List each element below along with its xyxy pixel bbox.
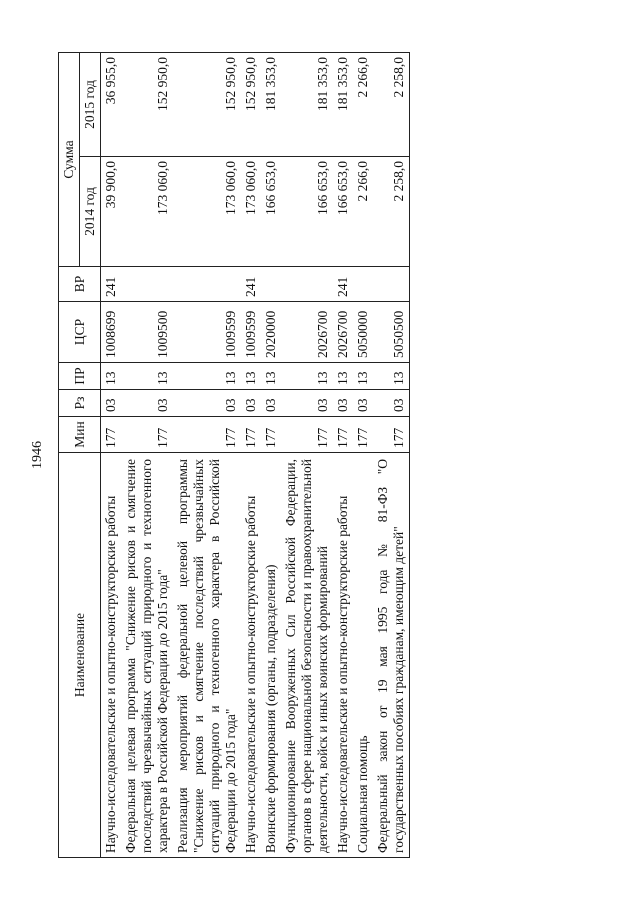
table-row — [241, 53, 261, 858]
row-pr-cell: 13 — [101, 363, 122, 390]
row-rz-cell: 03 — [121, 390, 173, 417]
row-rz-cell: 03 — [261, 390, 281, 417]
header-rz: Рз — [59, 390, 101, 417]
row-sum-2015-cell: 152 950,0 — [173, 53, 241, 157]
row-min-cell: 177 — [173, 417, 241, 453]
row-rz-cell: 03 — [173, 390, 241, 417]
table-header — [59, 53, 101, 858]
row-sum-2015-cell: 181 353,0 — [333, 53, 353, 157]
row-name-cell: Федеральный закон от 19 мая 1995 года № 81-ФЗ "О государственных пособиях гражданам, имеющим детей" — [373, 453, 410, 858]
row-sum-2014-cell: 166 653,0 — [333, 157, 353, 267]
row-vr-cell — [281, 267, 333, 302]
row-rz-cell: 03 — [241, 390, 261, 417]
row-sum-2015-cell: 2 258,0 — [373, 53, 410, 157]
row-rz-cell: 03 — [333, 390, 353, 417]
row-name-cell: Реализация мероприятий федеральной целевой программы "Снижение рисков и смягчение последствий чрезвычайных ситуаций природного и техногенного характера в Российской Федерации до 2015 года" — [173, 453, 241, 858]
header-pr: ПР — [59, 363, 101, 390]
page-number: 1946 — [30, 441, 45, 469]
row-sum-2015-cell: 36 955,0 — [101, 53, 122, 157]
row-csr-cell: 1009599 — [173, 302, 241, 363]
row-sum-2015-cell: 152 950,0 — [241, 53, 261, 157]
table-row — [101, 53, 122, 858]
header-vr: ВР — [59, 267, 101, 302]
header-csr: ЦСР — [59, 302, 101, 363]
header-name: Наименование — [59, 453, 101, 858]
row-rz-cell: 03 — [353, 390, 373, 417]
row-sum-2014-cell: 173 060,0 — [121, 157, 173, 267]
row-name-cell: Функционирование Вооруженных Сил Российской Федерации, органов в сфере национальной безопасности и правоохранительной деятельности, войск и иных воинских формирований — [281, 453, 333, 858]
row-vr-cell — [121, 267, 173, 302]
row-sum-2014-cell: 2 258,0 — [373, 157, 410, 267]
row-vr-cell: 241 — [333, 267, 353, 302]
row-rz-cell: 03 — [373, 390, 410, 417]
table-row — [373, 53, 410, 858]
table-row — [353, 53, 373, 858]
row-sum-2014-cell: 173 060,0 — [173, 157, 241, 267]
row-name-cell: Научно-исследовательские и опытно-конструкторские работы — [101, 453, 122, 858]
row-pr-cell: 13 — [333, 363, 353, 390]
header-sum: Сумма — [59, 53, 80, 267]
row-name-cell: Социальная помощь — [353, 453, 373, 858]
row-min-cell: 177 — [101, 417, 122, 453]
row-vr-cell — [173, 267, 241, 302]
row-min-cell: 177 — [241, 417, 261, 453]
row-sum-2015-cell: 181 353,0 — [281, 53, 333, 157]
row-csr-cell: 2026700 — [333, 302, 353, 363]
row-min-cell: 177 — [281, 417, 333, 453]
row-sum-2015-cell: 152 950,0 — [121, 53, 173, 157]
row-min-cell: 177 — [373, 417, 410, 453]
header-2014: 2014 год — [80, 157, 101, 267]
table-row — [333, 53, 353, 858]
row-name-cell: Научно-исследовательские и опытно-конструкторские работы — [333, 453, 353, 858]
row-csr-cell: 2020000 — [261, 302, 281, 363]
row-name-cell: Федеральная целевая программа "Снижение рисков и смягчение последствий чрезвычайных ситуаций природного и техногенного характера в Российской Федерации до 2015 года" — [121, 453, 173, 858]
table-row — [121, 53, 173, 858]
row-vr-cell — [353, 267, 373, 302]
row-min-cell: 177 — [261, 417, 281, 453]
row-name-cell: Научно-исследовательские и опытно-конструкторские работы — [241, 453, 261, 858]
row-csr-cell: 5050000 — [353, 302, 373, 363]
header-2015: 2015 год — [80, 53, 101, 157]
row-sum-2015-cell: 181 353,0 — [261, 53, 281, 157]
table-row — [281, 53, 333, 858]
row-vr-cell: 241 — [241, 267, 261, 302]
row-sum-2014-cell: 166 653,0 — [261, 157, 281, 267]
row-csr-cell: 1009599 — [241, 302, 261, 363]
row-sum-2014-cell: 39 900,0 — [101, 157, 122, 267]
row-sum-2014-cell: 173 060,0 — [241, 157, 261, 267]
row-pr-cell: 13 — [353, 363, 373, 390]
row-name-cell: Воинские формирования (органы, подразделения) — [261, 453, 281, 858]
row-csr-cell: 5050500 — [373, 302, 410, 363]
row-min-cell: 177 — [353, 417, 373, 453]
row-csr-cell: 2026700 — [281, 302, 333, 363]
header-min: Мин — [59, 417, 101, 453]
row-vr-cell: 241 — [101, 267, 122, 302]
row-pr-cell: 13 — [373, 363, 410, 390]
row-pr-cell: 13 — [261, 363, 281, 390]
row-pr-cell: 13 — [173, 363, 241, 390]
row-pr-cell: 13 — [121, 363, 173, 390]
row-sum-2015-cell: 2 266,0 — [353, 53, 373, 157]
row-min-cell: 177 — [121, 417, 173, 453]
budget-table — [58, 52, 410, 858]
row-sum-2014-cell: 166 653,0 — [281, 157, 333, 267]
table-body — [101, 53, 410, 858]
row-pr-cell: 13 — [241, 363, 261, 390]
table-row — [173, 53, 241, 858]
row-pr-cell: 13 — [281, 363, 333, 390]
table-row — [261, 53, 281, 858]
row-min-cell: 177 — [333, 417, 353, 453]
row-rz-cell: 03 — [281, 390, 333, 417]
row-csr-cell: 1008699 — [101, 302, 122, 363]
row-rz-cell: 03 — [101, 390, 122, 417]
row-vr-cell — [373, 267, 410, 302]
row-sum-2014-cell: 2 266,0 — [353, 157, 373, 267]
row-csr-cell: 1009500 — [121, 302, 173, 363]
row-vr-cell — [261, 267, 281, 302]
